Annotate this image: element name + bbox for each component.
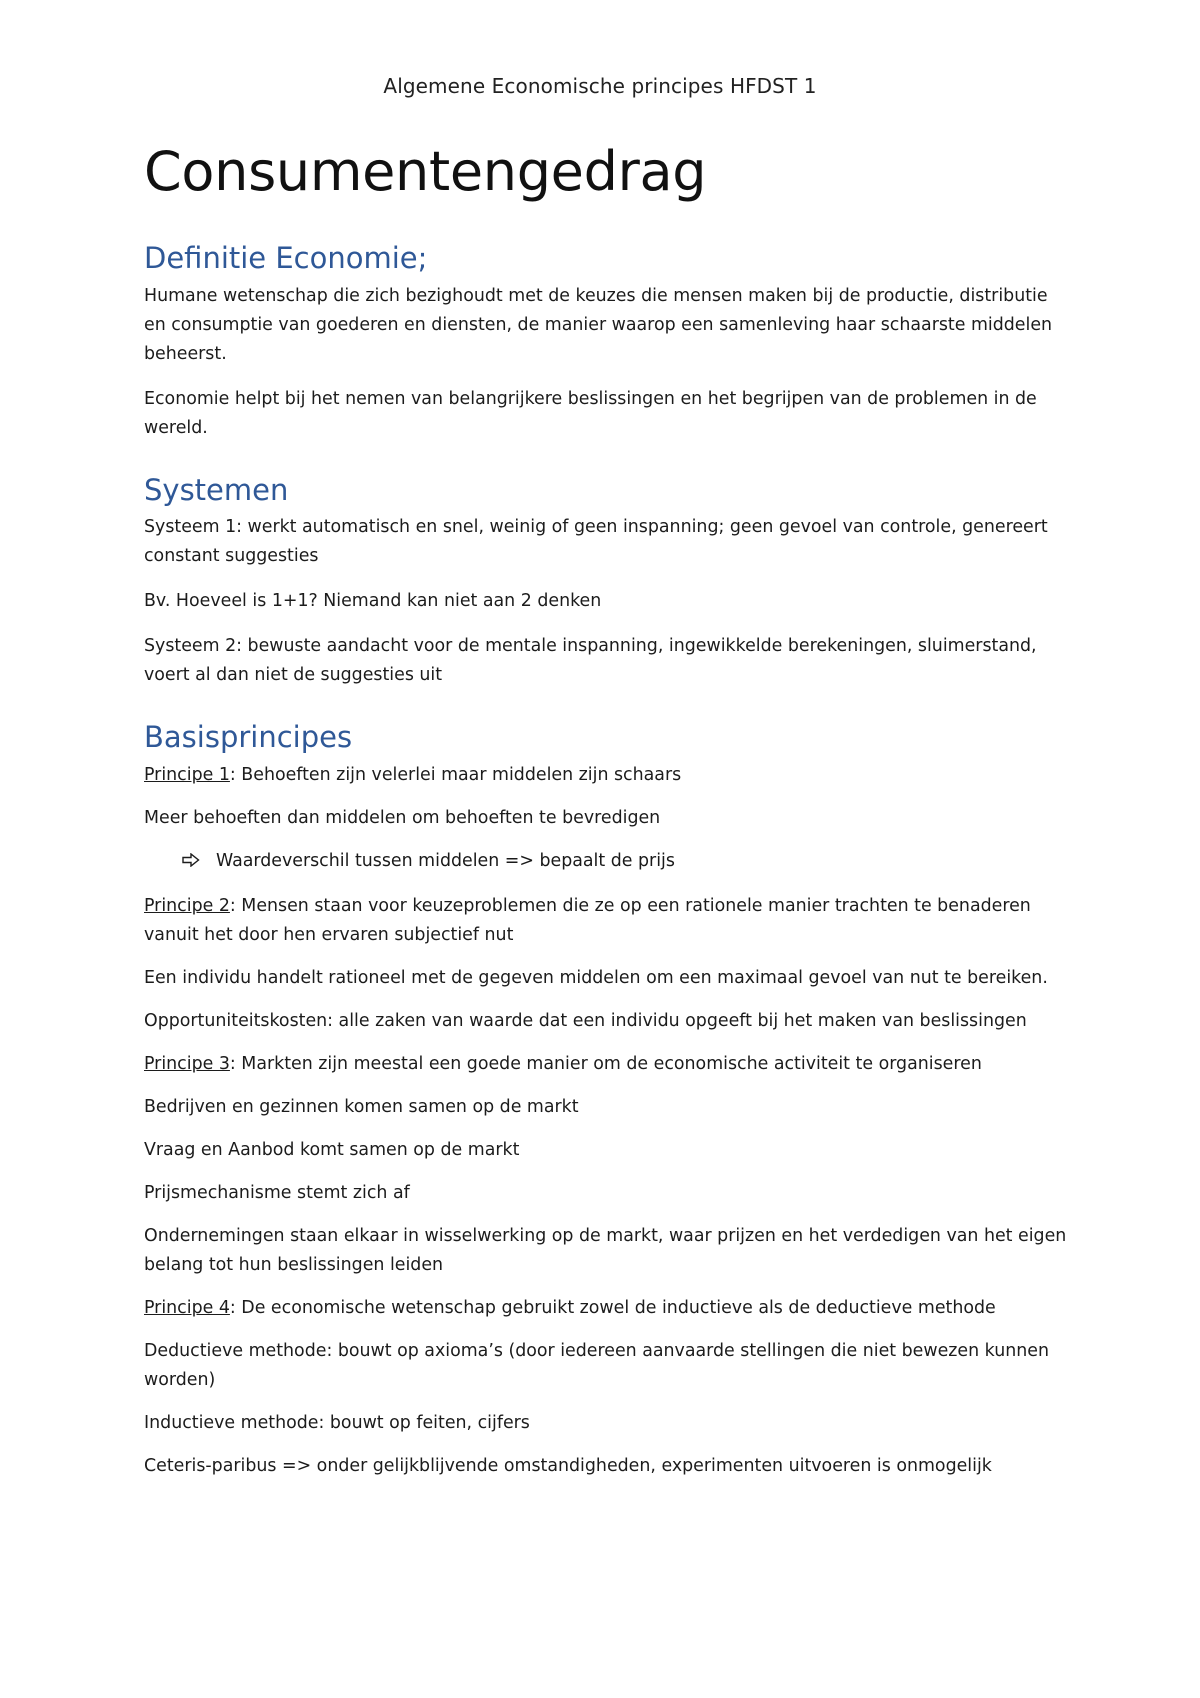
paragraph-systeem-2: Systeem 2: bewuste aandacht voor de mentale inspanning, ingewikkelde berekeningen, sluimerstand, voert al dan niet de suggesties uit [144,636,1037,686]
arrow-item-text: Waardeverschil tussen middelen => bepaalt de prijs [216,851,675,872]
paragraph-principe-2 [144,892,1074,950]
principe-1-text: : Behoeften zijn velerlei maar middelen zijn schaars [229,765,682,786]
document-title: Consumentengedrag [144,140,707,203]
arrow-right-outline-icon [182,847,216,876]
principe-3-text: : Markten zijn meestal een goede manier om de economische activiteit te organiseren [229,1054,982,1075]
principe-2-label: Principe 2 [144,896,230,917]
paragraph-vraag-aanbod: Vraag en Aanbod komt samen op de markt [144,1140,520,1161]
paragraph-principe-1 [144,761,1074,790]
paragraph-systeem-1: Systeem 1: werkt automatisch en snel, weinig of geen inspanning; geen gevoel van controle, genereert constant suggesties [144,517,1048,567]
paragraph-bedrijven-gezinnen: Bedrijven en gezinnen komen samen op de markt [144,1097,579,1118]
paragraph-ondernemingen: Ondernemingen staan elkaar in wisselwerking op de markt, waar prijzen en het verdedigen van het eigen belang tot hun beslissingen leiden [144,1226,1067,1276]
paragraph-individu-rationeel: Een individu handelt rationeel met de gegeven middelen om een maximaal gevoel van nut te bereiken. [144,968,1048,989]
paragraph-voorbeeld: Bv. Hoeveel is 1+1? Niemand kan niet aan 2 denken [144,591,602,612]
heading-definitie-economie: Definitie Economie; [144,240,428,275]
principe-2-text: : Mensen staan voor keuzeproblemen die ze op een rationele manier trachten te benaderen vanuit het door hen ervaren subjectief nut [144,896,1031,946]
principe-4-text: : De economische wetenschap gebruikt zowel de inductieve als de deductieve methode [229,1298,996,1319]
paragraph-definitie: Humane wetenschap die zich bezighoudt met de keuzes die mensen maken bij de productie, distributie en consumptie van goederen en diensten, de manier waarop een samenleving haar schaarste middelen beheerst. [144,285,1053,364]
running-header: Algemene Economische principes HFDST 1 [383,74,817,98]
principe-1-label: Principe 1 [144,765,230,786]
paragraph-deductieve-methode: Deductieve methode: bouwt op axioma’s (door iedereen aanvaarde stellingen die niet bewezen kunnen worden) [144,1341,1049,1391]
document-body [144,140,1074,1495]
paragraph-inductieve-methode: Inductieve methode: bouwt op feiten, cijfers [144,1413,530,1434]
arrow-list-item [182,847,1074,876]
heading-basisprincipes: Basisprincipes [144,720,353,755]
paragraph-meer-behoeften: Meer behoeften dan middelen om behoeften te bevredigen [144,808,661,829]
principe-4-label: Principe 4 [144,1298,230,1319]
paragraph-opportuniteitskosten: Opportuniteitskosten: alle zaken van waarde dat een individu opgeeft bij het maken van beslissingen [144,1011,1027,1032]
paragraph-principe-4 [144,1294,1074,1323]
paragraph-principe-3 [144,1050,1074,1079]
principe-3-label: Principe 3 [144,1054,230,1075]
paragraph-economie-helpt: Economie helpt bij het nemen van belangrijkere beslissingen en het begrijpen van de problemen in de wereld. [144,388,1037,438]
heading-systemen: Systemen [144,472,289,507]
paragraph-prijsmechanisme: Prijsmechanisme stemt zich af [144,1183,410,1204]
paragraph-ceteris-paribus: Ceteris-paribus => onder gelijkblijvende omstandigheden, experimenten uitvoeren is onmogelijk [144,1456,992,1477]
